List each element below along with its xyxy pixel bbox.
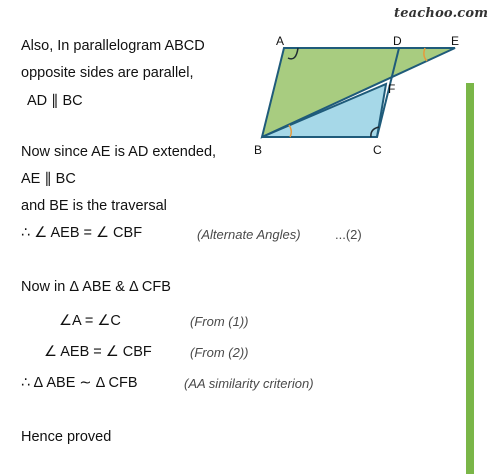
label-c: C [373,143,382,157]
note-from-2: (From (2)) [190,345,249,360]
watermark: teachoo.com [394,6,488,21]
equation-ref-2: ...(2) [335,227,362,242]
text-line-12: Hence proved [21,429,112,445]
text-line-10: ∠ AEB = ∠ CBF [44,344,152,360]
text-line-8: Now in Δ ABE & Δ CFB [21,279,171,295]
note-alternate-angles: (Alternate Angles) [197,227,301,242]
label-d: D [393,34,402,48]
label-e: E [451,34,460,48]
accent-bar [466,83,474,474]
text-line-5: AE ∥ BC [21,171,76,187]
text-line-4: Now since AE is AD extended, [21,144,217,160]
text-line-1: Also, In parallelogram ABCD [21,38,205,54]
text-line-11: ∴ Δ ABE ∼ Δ CFB [21,375,138,391]
parallelogram-diagram [240,28,465,163]
note-aa-similarity: (AA similarity criterion) [184,376,314,391]
label-a: A [276,34,285,48]
label-b: B [254,143,263,157]
text-line-3: AD ∥ BC [27,93,83,109]
text-line-9: ∠A = ∠C [59,313,121,329]
text-line-6: and BE is the traversal [21,198,167,214]
label-f: F [388,82,396,96]
note-from-1: (From (1)) [190,314,249,329]
text-line-2: opposite sides are parallel, [21,65,194,81]
text-line-7: ∴ ∠ AEB = ∠ CBF [21,225,143,241]
